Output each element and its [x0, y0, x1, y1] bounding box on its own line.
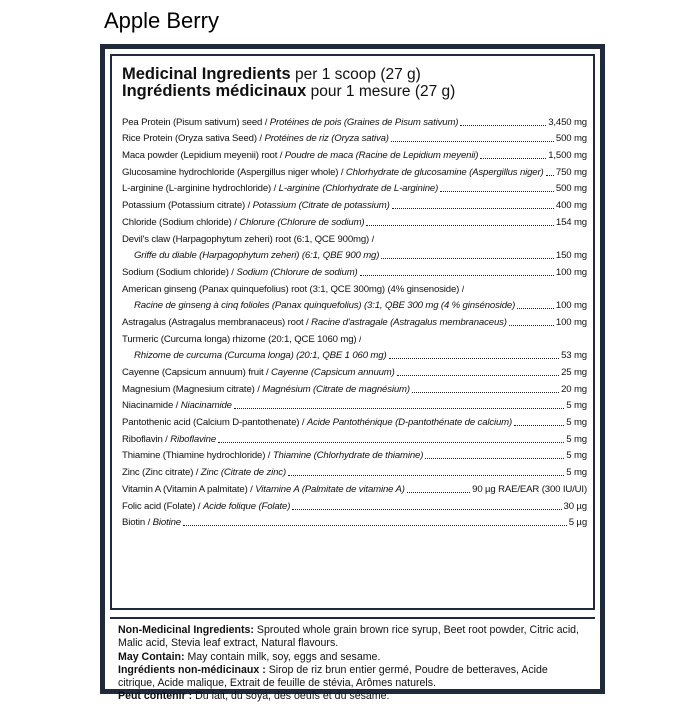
ingredient-row — [122, 411, 587, 428]
ingredient-name-en: Rice Protein (Oryza sativa Seed) / — [122, 133, 265, 145]
ingredient-amount: 5 µg — [568, 517, 587, 529]
ingredient-amount: 25 mg — [561, 367, 587, 378]
ingredient-name — [134, 300, 515, 311]
ingredient-row — [122, 261, 587, 278]
ingredient-row — [122, 395, 587, 412]
peut-contenir-label: Peut contenir : — [118, 690, 193, 703]
dot-leader — [440, 181, 554, 192]
dot-leader — [407, 482, 470, 493]
ingredient-name-en: Sodium (Sodium chloride) / — [122, 266, 237, 278]
ingredient-amount: 500 mg — [555, 133, 587, 145]
ingredient-name-fr: L-arginine (Chlorhydrate de L-arginine) — [278, 183, 439, 195]
ingredient-name — [122, 384, 410, 395]
non-medicinal-fr-text: Sirop de riz brun entier germé, Poudre de betteraves, Acide citrique, Acide malique, Extrait de feuille de stévia, Arômes naturels. — [118, 663, 548, 690]
ingredient-name-en: Riboflavin / — [122, 433, 171, 445]
ingredient-name — [122, 267, 358, 278]
ingredient-name — [122, 284, 464, 295]
ingredient-name-fr: Acide Pantothénique (D-pantothénate de calcium) — [306, 417, 513, 429]
ingredient-amount: 500 mg — [555, 183, 587, 195]
ingredient-amount: 1,500 mg — [548, 150, 587, 162]
ingredient-name — [122, 150, 478, 161]
non-medicinal-box — [110, 617, 595, 703]
ingredient-row — [122, 128, 587, 145]
ingredient-name-fr: Zinc (Citrate de zinc) — [200, 467, 286, 479]
ingredient-row — [122, 512, 587, 529]
dot-leader — [389, 348, 560, 359]
ingredient-name — [134, 350, 387, 361]
ingredient-name-en: Maca powder (Lepidium meyenii) root / — [122, 150, 285, 162]
ingredient-amount: 100 mg — [555, 300, 587, 312]
ingredient-row — [122, 478, 587, 495]
peut-contenir-text: Du lait, du soya, des oeufs et du sésame. — [192, 690, 390, 703]
ingredient-name-en: Chloride (Sodium chloride) / — [122, 216, 240, 228]
ingredient-row — [122, 495, 587, 512]
ingredient-name-fr: Magnésium (Citrate de magnésium) — [262, 383, 410, 395]
ingredient-name-en: L-arginine (L-arginine hydrochloride) / — [122, 183, 279, 195]
ingredient-name — [122, 484, 405, 495]
non-medicinal-fr-label: Ingrédients non-médicinaux : — [118, 663, 266, 676]
ingredient-name — [122, 167, 544, 178]
ingredient-amount: 3,450 mg — [548, 116, 587, 128]
dot-leader — [381, 248, 554, 259]
ingredient-list — [122, 111, 587, 528]
ingredient-name — [122, 517, 181, 528]
ingredient-row — [122, 345, 587, 362]
ingredient-name-en: Turmeric (Curcuma longa) rhizome (20:1, QCE 1060 mg) / — [122, 333, 362, 345]
medicinal-ingredients-box — [110, 54, 595, 610]
dot-leader — [460, 115, 546, 126]
ingredient-name-fr: Protéines de pois (Graines de Pisum sativum) — [269, 116, 459, 128]
dot-leader — [288, 465, 564, 476]
ingredient-name — [122, 434, 216, 445]
ingredient-amount: 5 mg — [566, 417, 587, 429]
flavor-title: Apple Berry — [104, 8, 219, 33]
dot-leader — [514, 415, 564, 426]
dot-leader — [391, 131, 554, 142]
ingredient-row — [122, 445, 587, 462]
dot-leader — [546, 165, 554, 176]
supplement-facts-panel — [100, 44, 605, 703]
ingredient-amount: 150 mg — [555, 250, 587, 262]
ingredient-name-en: Astragalus (Astragalus membranaceus) root / — [122, 316, 312, 328]
ingredient-name — [122, 117, 458, 128]
ingredient-name-fr: Racine d'astragale (Astragalus membranaceus) — [311, 316, 507, 328]
ingredient-amount: 750 mg — [555, 166, 587, 178]
ingredient-amount: 20 mg — [561, 383, 587, 395]
ingredient-amount: 30 µg — [563, 500, 587, 512]
ingredient-row — [122, 311, 587, 328]
ingredient-amount: 100 mg — [555, 316, 587, 328]
title-en — [122, 66, 587, 83]
ingredient-amount: 400 mg — [555, 200, 587, 212]
ingredient-name-fr: Sodium (Chlorure de sodium) — [236, 266, 358, 278]
ingredient-name-fr: Vitamine A (Palmitate de vitamine A) — [255, 483, 405, 495]
may-contain-text: May contain milk, soy, eggs and sesame. — [184, 650, 381, 663]
ingredient-name-fr: Riboflavine — [170, 433, 217, 445]
ingredient-amount: 5 mg — [566, 467, 587, 479]
ingredient-row — [122, 428, 587, 445]
ingredient-name-fr: Chlorure (Chlorure de sodium) — [239, 216, 365, 228]
dot-leader — [412, 382, 559, 393]
ingredient-name-fr: Poudre de maca (Racine de Lepidium meyenii) — [284, 150, 479, 162]
ingredient-row — [122, 378, 587, 395]
ingredient-row — [122, 245, 587, 262]
dot-leader — [366, 215, 553, 226]
ingredient-row — [122, 111, 587, 128]
dot-leader — [234, 398, 564, 409]
ingredient-name-fr: Protéines de riz (Oryza sativa) — [264, 133, 389, 145]
may-contain-label: May Contain: — [118, 650, 185, 663]
ingredient-row — [122, 278, 587, 295]
ingredient-name — [122, 450, 423, 461]
ingredient-name-fr: Potassium (Citrate de potassium) — [252, 200, 390, 212]
ingredient-name-en: Biotin / — [122, 517, 153, 529]
title-en-bold: Medicinal Ingredients — [122, 65, 291, 83]
dot-leader — [480, 148, 546, 159]
ingredient-name-en: Devil's claw (Harpagophytum zeheri) root (6:1, QCE 900mg) / — [122, 233, 375, 245]
ingredient-name-fr: Cayenne (Capsicum annuum) — [271, 367, 395, 378]
ingredient-row — [122, 228, 587, 245]
ingredient-amount: 5 mg — [566, 450, 587, 462]
ingredient-row — [122, 194, 587, 211]
ingredient-name-en: Pea Protein (Pisum sativum) seed / — [122, 116, 270, 128]
ingredient-row — [122, 211, 587, 228]
dot-leader — [292, 499, 561, 510]
title-fr-bold: Ingrédients médicinaux — [122, 82, 307, 100]
dot-leader — [183, 515, 567, 526]
ingredient-row — [122, 461, 587, 478]
ingredient-name-fr: Racine de ginseng à cinq folioles (Panax quinquefolius) (3:1, QBE 300 mg (4 % ginsénoside) — [134, 300, 516, 312]
non-medicinal-label: Non-Medicinal Ingredients: — [118, 624, 254, 636]
ingredient-name — [122, 317, 507, 328]
ingredient-row — [122, 361, 587, 378]
ingredient-name-en: Glucosamine hydrochloride (Aspergillus niger whole) / — [122, 166, 346, 178]
ingredient-amount: 53 mg — [561, 350, 587, 362]
ingredient-name-en: Folic acid (Folate) / — [122, 500, 203, 512]
ingredient-name — [122, 400, 232, 411]
ingredient-name-fr: Chlorhydrate de glucosamine (Aspergillus niger) — [345, 166, 544, 178]
ingredient-name-fr: Biotine — [152, 517, 181, 529]
title-en-rest: per 1 scoop (27 g) — [290, 66, 421, 83]
dot-leader — [360, 265, 554, 276]
ingredient-name-en: Magnesium (Magnesium citrate) / — [122, 383, 263, 395]
ingredient-name — [122, 133, 389, 144]
ingredient-name-en: Potassium (Potassium citrate) / — [122, 200, 253, 212]
ingredient-row — [122, 178, 587, 195]
ingredient-row — [122, 295, 587, 312]
ingredient-name-fr: Griffe du diable (Harpagophytum zeheri) (6:1, QBE 900 mg) — [134, 250, 380, 262]
ingredient-name — [122, 217, 364, 228]
non-medicinal-text: Sprouted whole grain brown rice syrup, Beet root powder, Citric acid, Malic acid, Stevia leaf extract, Natural flavours. — [118, 624, 580, 650]
ingredient-name-fr: Rhizome de curcuma (Curcuma longa) (20:1, QBE 1 060 mg) — [134, 350, 387, 362]
title-fr — [122, 83, 587, 100]
ingredient-name — [122, 234, 374, 245]
title-fr-rest: pour 1 mesure (27 g) — [306, 83, 456, 100]
ingredient-name — [122, 183, 438, 194]
dot-leader — [397, 365, 559, 376]
ingredient-name-en: American ginseng (Panax quinquefolius) root (3:1, QCE 300mg) (4% ginsenoside) / — [122, 283, 465, 295]
ingredient-name-en: Pantothenic acid (Calcium D-pantothenate) / — [122, 417, 307, 429]
ingredient-name-fr: Thiamine (Chlorhydrate de thiamine) — [272, 450, 424, 462]
ingredient-name — [134, 250, 379, 261]
ingredient-name-fr: Niacinamide — [180, 400, 232, 412]
ingredient-row — [122, 161, 587, 178]
ingredient-row — [122, 144, 587, 161]
ingredient-name — [122, 367, 395, 378]
ingredient-row — [122, 328, 587, 345]
dot-leader — [218, 432, 564, 443]
ingredient-amount: 5 mg — [566, 400, 587, 412]
ingredient-amount: 154 mg — [555, 216, 587, 228]
ingredient-amount: 90 µg RAE/EAR (300 IU/UI) — [472, 483, 587, 495]
dot-leader — [425, 448, 564, 459]
ingredient-amount: 5 mg — [566, 433, 587, 445]
ingredient-amount: 100 mg — [555, 266, 587, 278]
ingredient-name-en: Zinc (Zinc citrate) / — [122, 467, 201, 479]
ingredient-name-en: Niacinamide / — [122, 400, 181, 412]
ingredient-name — [122, 501, 290, 512]
ingredient-name — [122, 200, 390, 211]
ingredient-name-en: Vitamin A (Vitamin A palmitate) / — [122, 483, 256, 495]
dot-leader — [517, 298, 554, 309]
ingredient-name — [122, 334, 361, 345]
ingredient-name-fr: Acide folique (Folate) — [202, 500, 291, 512]
ingredient-name-en: Thiamine (Thiamine hydrochloride) / — [122, 450, 273, 462]
ingredient-name — [122, 467, 286, 478]
dot-leader — [392, 198, 554, 209]
ingredient-name — [122, 417, 512, 428]
ingredient-name-en: Cayenne (Capsicum annuum) fruit / — [122, 367, 271, 378]
dot-leader — [509, 315, 554, 326]
